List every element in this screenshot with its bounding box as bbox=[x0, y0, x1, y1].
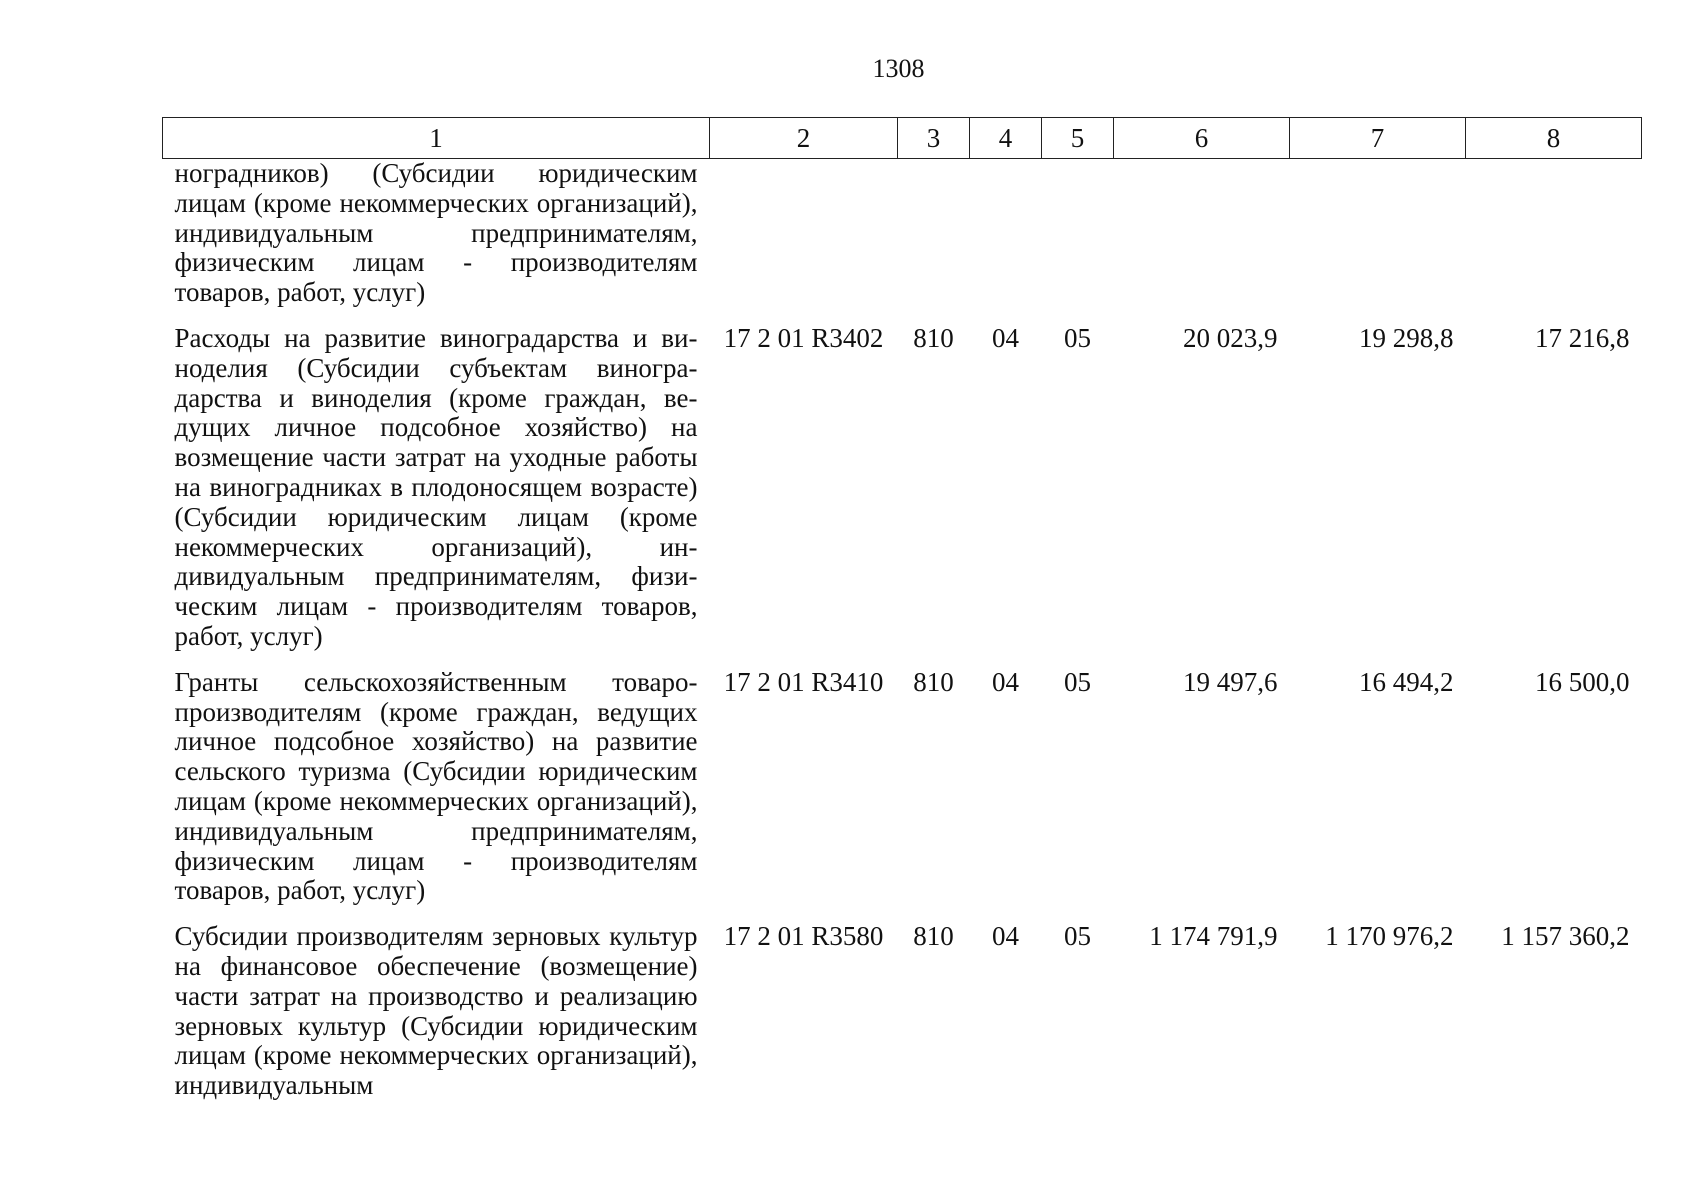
header-col-3: 3 bbox=[898, 118, 970, 159]
row-expense-type: 810 bbox=[913, 921, 954, 952]
row-expense-type: 810 bbox=[913, 322, 954, 353]
table-row bbox=[163, 922, 1642, 1117]
row-amount-col7: 1 170 976,2 bbox=[1325, 921, 1454, 952]
row-amount-col8: 17 216,8 bbox=[1535, 322, 1630, 353]
row-amount-col6 bbox=[1114, 159, 1290, 324]
table-row bbox=[163, 159, 1642, 324]
row-target-code: 17 2 01 R3580 bbox=[723, 921, 884, 952]
row-target-code: 17 2 01 R3410 bbox=[723, 666, 884, 697]
table-body bbox=[163, 159, 1642, 1117]
row-amount-col6: 19 497,6 bbox=[1183, 666, 1278, 697]
row-subsection: 05 bbox=[1064, 921, 1091, 952]
row-expense-type: 810 bbox=[913, 666, 954, 697]
row-amount-col7 bbox=[1290, 159, 1466, 324]
row-target-code bbox=[710, 159, 898, 324]
row-description: Расходы на развитие виноградарства и виноделия (Субсидии субъектам виноградарства и виноделия (кроме граждан, ведущих личное подсобное хозяйство) на возмещение части затрат на уходные работы на виноградниках в плодоносящем возрасте) (Субсидии юридическим лицам (кроме некоммерческих организаций), индивидуальным предпринимателям, физическим лицам - производителям товаров, работ, услуг) bbox=[174, 322, 698, 651]
header-col-4: 4 bbox=[970, 118, 1042, 159]
row-amount-col8 bbox=[1466, 159, 1642, 324]
header-col-2: 2 bbox=[710, 118, 898, 159]
header-col-7: 7 bbox=[1290, 118, 1466, 159]
row-amount-col8: 1 157 360,2 bbox=[1501, 921, 1630, 952]
row-section bbox=[970, 159, 1042, 324]
row-amount-col6: 20 023,9 bbox=[1183, 322, 1278, 353]
row-amount-col6: 1 174 791,9 bbox=[1149, 921, 1278, 952]
page-number: 1308 bbox=[872, 54, 925, 83]
row-section: 04 bbox=[992, 921, 1019, 952]
header-row bbox=[163, 118, 1642, 159]
table-row bbox=[163, 324, 1642, 668]
row-amount-col7: 16 494,2 bbox=[1359, 666, 1454, 697]
row-description: ноградников) (Субсидии юридическим лицам (кроме некоммерческих организаций), индивидуальным предпринимателям, физическим лицам - производителям товаров, работ, услуг) bbox=[174, 158, 698, 308]
row-subsection: 05 bbox=[1064, 322, 1091, 353]
header-col-5: 5 bbox=[1042, 118, 1114, 159]
budget-table bbox=[162, 117, 1642, 1117]
row-description: Субсидии производителям зерновых культур на финансовое обеспечение (возмещение) части затрат на производство и реализацию зерновых культур (Субсидии юридическим лицам (кроме некоммерческих организаций), индивидуальным bbox=[174, 921, 698, 1101]
row-section: 04 bbox=[992, 666, 1019, 697]
row-target-code: 17 2 01 R3402 bbox=[723, 322, 884, 353]
header-col-1: 1 bbox=[163, 118, 710, 159]
table-header bbox=[163, 118, 1642, 159]
table-row bbox=[163, 668, 1642, 922]
row-subsection: 05 bbox=[1064, 666, 1091, 697]
row-section: 04 bbox=[992, 322, 1019, 353]
row-expense-type bbox=[898, 159, 970, 324]
header-col-8: 8 bbox=[1466, 118, 1642, 159]
row-amount-col7: 19 298,8 bbox=[1359, 322, 1454, 353]
row-subsection bbox=[1042, 159, 1114, 324]
header-col-6: 6 bbox=[1114, 118, 1290, 159]
row-description: Гранты сельскохозяйственным товаропроизводителям (кроме граждан, ведущих личное подсобное хозяйство) на развитие сельского туризма (Субсидии юридическим лицам (кроме некоммерческих организаций), индивидуальным предпринимателям, физическим лицам - производителям товаров, работ, услуг) bbox=[174, 666, 698, 906]
row-amount-col8: 16 500,0 bbox=[1535, 666, 1630, 697]
